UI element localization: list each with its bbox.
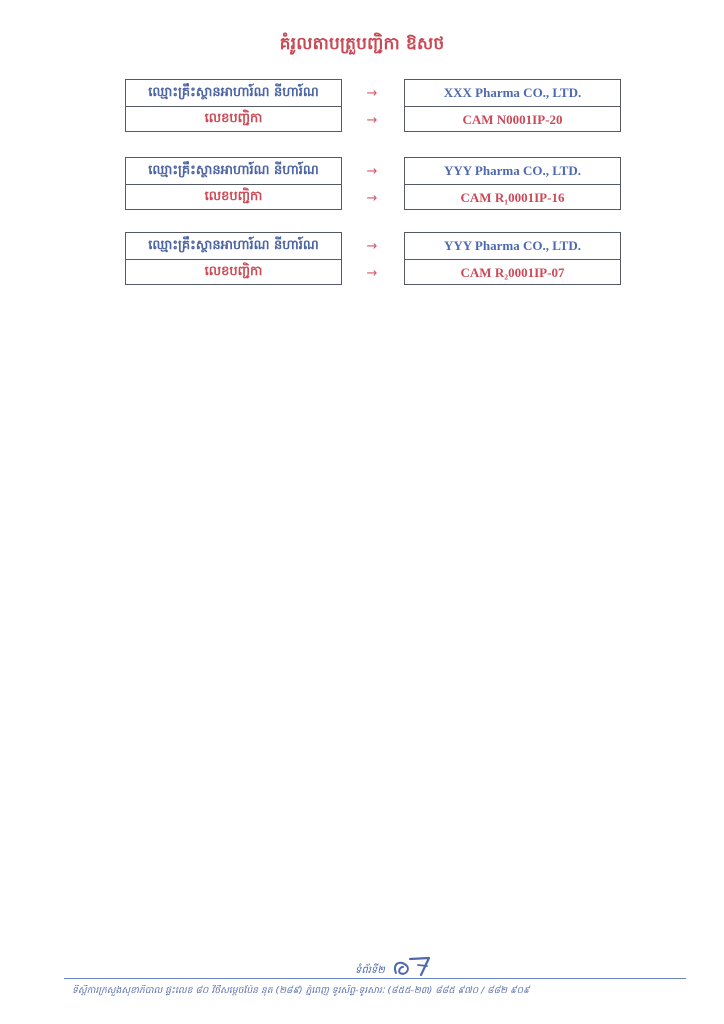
entry-value-box [404,232,621,285]
company-name-value: XXX Pharma CO., LTD. [443,85,582,100]
right-arrow-icon: → [366,113,378,128]
registration-entry-1 [125,79,622,135]
registration-number-value: CAM R₁0001IP-16 [405,184,620,210]
company-name-value: YYY Pharma CO., LTD. [444,238,581,253]
registration-entry-2 [125,157,622,213]
company-name-label: ឈ្មោះគ្រឹះស្ថានអាហារ៍ណ នីហារ៍ណ [148,84,319,100]
entry-value-box [404,157,621,210]
entry-label-box [125,79,342,132]
right-arrow-icon: → [366,266,378,281]
company-name-value: YYY Pharma CO., LTD. [444,163,581,178]
entry-value-box [404,79,621,132]
page-initial-block [345,955,450,985]
signature-mark [390,955,436,979]
footer-address: ទីស្តីការក្រសួងសុខាភិបាល ផ្ទះលេខ ៨០ វិថីសម្តេចប៉ែន នុត (២៨៩) ភ្នំពេញ ទូរស័ព្ទ-ទូរសារៈ (៨៥៥-២៣) ៨៨៥ ៩៧០ / ៨៨២ ៩០៩ [72,985,530,996]
registration-number-value: CAM N0001IP-20 [405,106,620,132]
right-arrow-icon: → [366,239,378,254]
entry-label-box [125,157,342,210]
registration-number-value: CAM R₂0001IP-07 [405,259,620,285]
footer-divider [64,978,686,979]
entry-label-box [125,232,342,285]
right-arrow-icon: → [366,164,378,179]
right-arrow-icon: → [366,86,378,101]
registration-number-label: លេខបញ្ជិកា [126,259,341,285]
registration-entry-3 [125,232,622,288]
registration-number-label: លេខបញ្ជិកា [126,184,341,210]
registration-entries [0,0,724,320]
company-name-label: ឈ្មោះគ្រឹះស្ថានអាហារ៍ណ នីហារ៍ណ [148,162,319,178]
right-arrow-icon: → [366,191,378,206]
page-number-label: ទំព័រទី២ [355,965,385,976]
page-title: គំរូលតាបត្រួបញ្ជិកា ឱសថ [279,34,445,54]
registration-number-label: លេខបញ្ជិកា [126,106,341,132]
company-name-label: ឈ្មោះគ្រឹះស្ថានអាហារ៍ណ នីហារ៍ណ [148,237,319,253]
